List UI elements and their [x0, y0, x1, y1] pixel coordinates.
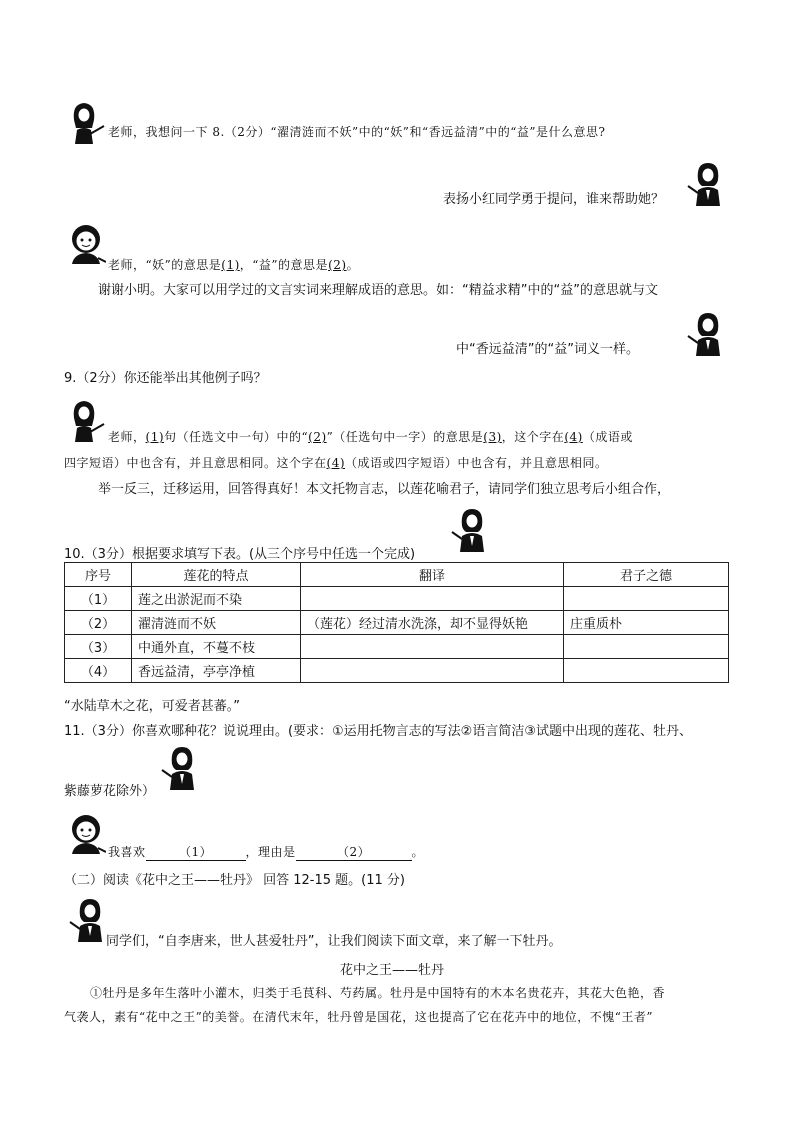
student-boy-icon: [66, 222, 106, 264]
table-cell: 庄重质朴: [564, 611, 729, 635]
table-cell: 濯清涟而不妖: [132, 611, 301, 635]
table-header: 莲花的特点: [132, 563, 301, 587]
q8-teacher-thanks-line1: 谢谢小明。大家可以用学过的文言实词来理解成语的意思。如：“精益求精”中的“益”的意思就与文: [98, 283, 658, 298]
teacher-icon: [686, 160, 730, 206]
table-cell-input[interactable]: [564, 659, 729, 683]
q8-blank-2[interactable]: (2): [328, 258, 347, 272]
q9-teacher-praise: 举一反三，迁移运用，回答得真好！本文托物言志，以莲花喻君子，请同学们独立思考后小组合作，: [98, 482, 671, 497]
table-cell: （3）: [65, 635, 132, 659]
q9-blank-5[interactable]: (4): [326, 456, 346, 470]
table-cell: 中通外直，不蔓不枝: [132, 635, 301, 659]
table-header-row: [65, 563, 729, 587]
table-row: [65, 659, 729, 683]
table-cell-input[interactable]: [564, 587, 729, 611]
q8-student-question: 老师，我想问一下 8.（2分）“濯清涟而不妖”中的“妖”和“香远益清”中的“益”是什么意思?: [108, 125, 606, 139]
teacher-icon: [686, 310, 730, 356]
q8-teacher-praise: 表扬小红同学勇于提问，谁来帮助她？: [443, 192, 665, 207]
q9-question: 9.（2分）你还能举出其他例子吗？: [64, 371, 267, 386]
section2-teacher-intro: 同学们，“自李唐来，世人甚爱牡丹”，让我们阅读下面文章，来了解一下牡丹。: [106, 934, 562, 949]
q11-blank-2[interactable]: （2）: [296, 843, 412, 861]
article-para1-line1: ①牡丹是多年生落叶小灌木，归类于毛茛科、芍药属。牡丹是中国特有的木本名贵花卉，其花大色艳，香: [90, 986, 666, 1000]
student-girl-icon: [66, 398, 106, 442]
q11-question-line2: 紫藤萝花除外）: [64, 784, 156, 799]
table-cell: （4）: [65, 659, 132, 683]
q9-blank-4[interactable]: (4): [564, 430, 583, 444]
table-cell-input[interactable]: [301, 635, 564, 659]
table-cell: 莲之出淤泥而不染: [132, 587, 301, 611]
table-row: [65, 611, 729, 635]
section2-heading: （二）阅读《花中之王——牡丹》 回答 12-15 题。(11 分): [64, 873, 405, 888]
q11-blank-1[interactable]: （1）: [146, 843, 246, 861]
table-row: [65, 587, 729, 611]
table-cell-input[interactable]: [564, 635, 729, 659]
table-header: 翻译: [301, 563, 564, 587]
article-para1-line2: 气袭人，素有“花中之王”的美誉。在清代末年，牡丹曾是国花，这也提高了它在花卉中的地位，不愧“王者”: [64, 1010, 654, 1024]
teacher-icon: [160, 744, 204, 790]
teacher-icon: [450, 506, 494, 552]
table-cell: （1）: [65, 587, 132, 611]
table-header: 序号: [65, 563, 132, 587]
q9-answer-line1: 老师，(1)句（任选文中一句）中的“(2)”（任选句中一字）的意思是(3)，这个字在(4)（成语或: [108, 430, 633, 444]
student-girl-icon: [66, 100, 106, 144]
q8-teacher-thanks-line2: 中“香远益清”的“益”词义一样。: [456, 342, 639, 357]
student-boy-icon: [66, 812, 106, 854]
table-cell-input[interactable]: [301, 659, 564, 683]
q9-blank-3[interactable]: (3): [483, 430, 502, 444]
table-row: [65, 635, 729, 659]
q9-blank-1[interactable]: (1): [145, 430, 165, 444]
article-title: 花中之王——牡丹: [340, 963, 445, 978]
q10-quote: “水陆草木之花，可爱者甚蕃。”: [64, 699, 240, 714]
table-header: 君子之德: [564, 563, 729, 587]
q9-answer-line2: 四字短语）中也含有，并且意思相同。这个字在(4)（成语或四字短语）中也含有，并且意思相同。: [64, 456, 608, 470]
q8-blank-1[interactable]: (1): [221, 258, 240, 272]
q9-blank-2[interactable]: (2): [308, 430, 327, 444]
q11-answer: 我喜欢 （1） ，理由是 （2） 。: [108, 845, 425, 859]
q8-answer: 老师，“妖”的意思是(1)，“益”的意思是(2)。: [108, 258, 360, 272]
table-cell: （莲花）经过清水洗涤，却不显得妖艳: [301, 611, 564, 635]
q10-answer-table: [64, 562, 729, 683]
q10-question: 10.（3分）根据要求填写下表。(从三个序号中任选一个完成): [64, 547, 416, 562]
table-cell-input[interactable]: [301, 587, 564, 611]
q11-question-line1: 11.（3分）你喜欢哪种花？说说理由。(要求：①运用托物言志的写法②语言简洁③试题中出现的莲花、牡丹、: [64, 724, 692, 739]
table-cell: 香远益清，亭亭净植: [132, 659, 301, 683]
table-cell: （2）: [65, 611, 132, 635]
